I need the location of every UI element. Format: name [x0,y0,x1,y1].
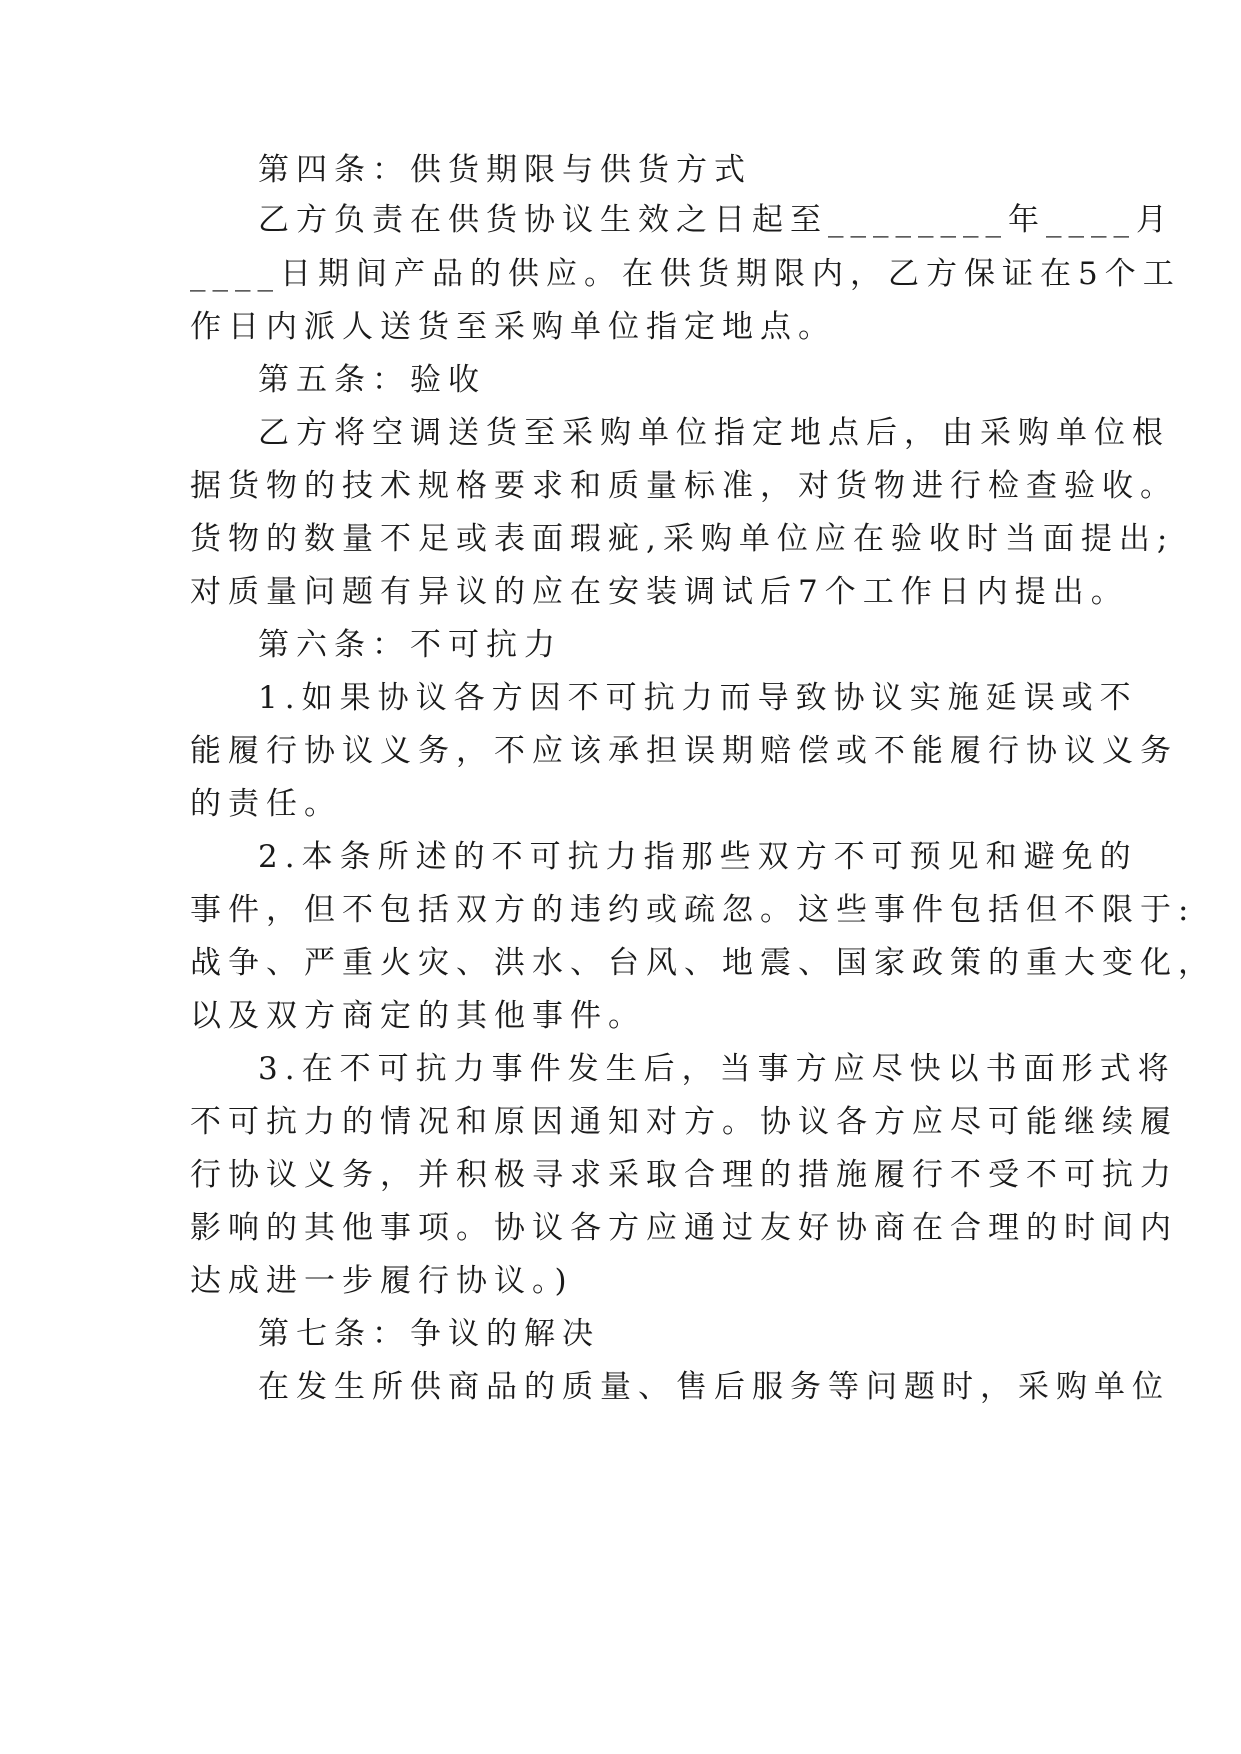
paragraph-line: 在发生所供商品的质量、售后服务等问题时，采购单位 [258,1369,1170,1405]
article-5-heading: 第五条：验收 [258,362,486,398]
paragraph-line: 乙方负责在供货协议生效之日起至________年____月 [258,202,1174,238]
paragraph-line: 战争、严重火灾、洪水、台风、地震、国家政策的重大变化， [190,945,1216,981]
paragraph-line: 影响的其他事项。协议各方应通过友好协商在合理的时间内 [190,1210,1178,1246]
article-7-heading: 第七条：争议的解决 [258,1316,600,1352]
paragraph-line: 行协议义务，并积极寻求采取合理的措施履行不受不可抗力 [190,1157,1178,1193]
article-6-heading: 第六条：不可抗力 [258,627,562,663]
paragraph-line: ____日期间产品的供应。在供货期限内，乙方保证在5个工 [190,256,1181,292]
paragraph-line: 能履行协议义务，不应该承担误期赔偿或不能履行协议义务 [190,733,1178,769]
paragraph-line: 不可抗力的情况和原因通知对方。协议各方应尽可能继续履 [190,1104,1178,1140]
paragraph-line: 以及双方商定的其他事件。 [190,998,646,1034]
paragraph-line: 作日内派人送货至采购单位指定地点。 [190,309,836,345]
paragraph-line: 2.本条所述的不可抗力指那些双方不可预见和避免的 [258,839,1138,875]
paragraph-line: 对质量问题有异议的应在安装调试后7个工作日内提出。 [190,574,1129,610]
paragraph-line: 乙方将空调送货至采购单位指定地点后，由采购单位根 [258,415,1170,451]
article-4-heading: 第四条：供货期限与供货方式 [258,152,752,188]
paragraph-line: 的责任。 [190,786,342,822]
paragraph-line: 事件，但不包括双方的违约或疏忽。这些事件包括但不限于: [190,892,1196,928]
paragraph-line: 据货物的技术规格要求和质量标准，对货物进行检查验收。 [190,468,1178,504]
paragraph-line: 货物的数量不足或表面瑕疵,采购单位应在验收时当面提出; [190,521,1175,557]
paragraph-line: 1.如果协议各方因不可抗力而导致协议实施延误或不 [258,680,1138,716]
paragraph-line: 3.在不可抗力事件发生后，当事方应尽快以书面形式将 [258,1051,1176,1087]
paragraph-line: 达成进一步履行协议。) [190,1263,574,1299]
